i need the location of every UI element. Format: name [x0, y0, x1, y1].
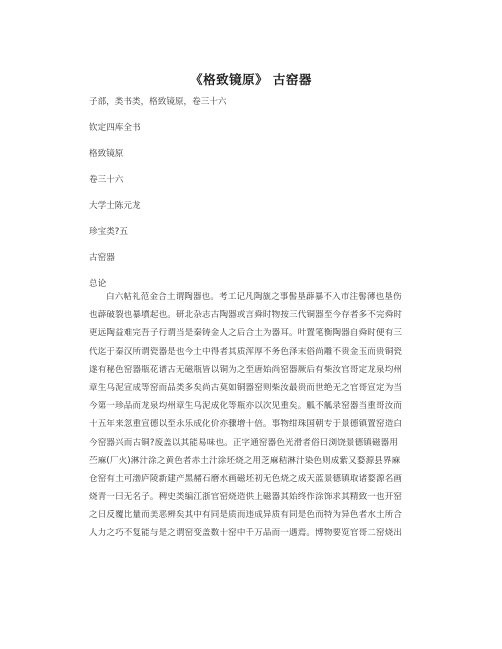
- metadata-block: [89, 97, 449, 305]
- paragraph-line: 十五年来忽重宣德以至永乐成化价亦骤增十倍。事物绀珠国朝专于景德镇置窑造白: [89, 419, 403, 430]
- body-paragraph: [89, 292, 431, 547]
- volume-line: 卷三十六: [89, 175, 124, 185]
- category-line: 子部，类书类，格致镜原，卷三十六: [89, 97, 227, 107]
- collection-line: 钦定四库全书: [89, 123, 141, 133]
- paragraph-line: 人力之巧不复能与是之谓窑变盖数十窑中千万品而一遇焉。博物要览官哥二窑烧出: [89, 528, 403, 539]
- document-title: 《格致镜原》 古窑器: [190, 72, 312, 87]
- paragraph-line: 章生乌泥宣成等窑而品类多矣尚古莫如铜器窑则柴汝最贵而世绝无之官哥宣定为当: [89, 382, 403, 393]
- book-title-line: 格致镜原: [89, 149, 124, 159]
- heading-line: 总论: [89, 279, 107, 289]
- paragraph-line: 白六帖礼范金合土谓陶器也。考工记凡陶旊之事髻垦薜暴不入市注髻薄也垦伤: [106, 292, 402, 302]
- paragraph-line: 今窑器兴而古铜?废盖以其能易味也。正字通窑器色光滑者俗曰浏饶景德镇磁器用: [89, 437, 399, 448]
- paragraph-line: 代迄于秦汉所谓瓷器是也今土中得者其质浑厚不务色泽末俗尚雕不贵金玉而贵铜瓷: [89, 346, 403, 357]
- paragraph-line: 遂有秘色窑器瓶花谱古无磁瓶皆以铜为之至唐始尚窑器厥后有柴汝官哥定龙泉均州: [89, 364, 403, 375]
- paragraph-line: 仓窑有土可渤庐陵新建产黑赭石磨水画磁坯初无色烧之成天蓝景德镇取诸婺源名画: [89, 473, 403, 484]
- author-line: 大学士陈元龙: [89, 201, 141, 211]
- paragraph-line: 烧青一曰无名子。稗史类编江浙官窑烧造供上磁器其始终作涂饰求其精致一也开窑: [89, 492, 403, 503]
- paragraph-line: 更远陶益难完吾子行谓当是秦铸金人之后合土为器耳。叶置笔衡陶器自舜时便有三: [89, 328, 403, 339]
- paragraph-line: 之日反覆比量而美恶辨矣其中有同是质而违成异质有同是色而特为异色者水土所合: [89, 510, 403, 521]
- paragraph-line: 也薜破裂也暴墳起也。研北杂志古陶器或言舜时物按三代铜器至今存者多不完舜时: [89, 310, 403, 321]
- paragraph-line: 苎麻(厂火)淋汁涂之黄色者赤土汁涂坯烧之用芝麻秸淋汁染色则成紫又婺源县界麻: [89, 455, 401, 466]
- paragraph-line: 今第一珍品而龙泉均州章生乌泥成化等瓶亦以次见重矣。觚不觚录窑器当重哥汝而: [89, 401, 403, 412]
- subsection-line: 古窑器: [89, 253, 115, 263]
- section-line: 珍宝类?五: [89, 227, 128, 237]
